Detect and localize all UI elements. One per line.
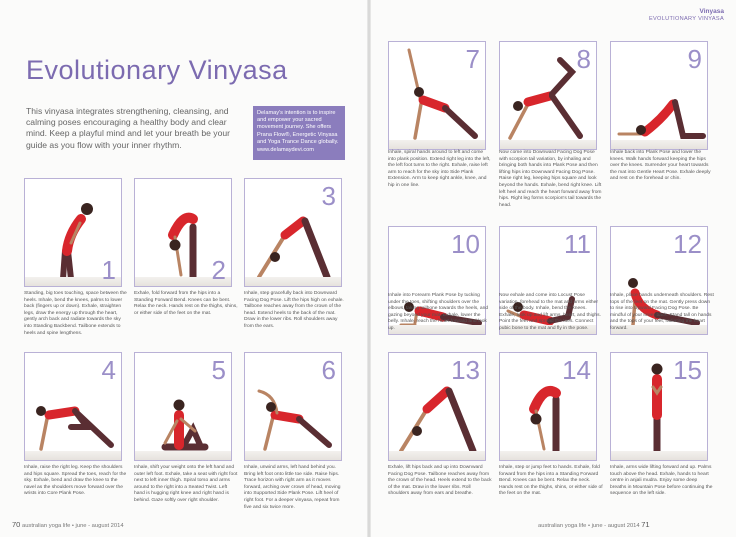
pose-panel-5 (134, 352, 232, 461)
pose-panel-14 (499, 352, 597, 461)
pose-caption-7: Inhale, spiral hands around to left and come into plank position. Extend right leg into the left, the left foot turns to the right. Exhale, raise left arm to reach for the sky into Side Plank Extension. Arm to keep right ankle, knee, and hip in one line. (388, 150, 491, 188)
pose-caption-13: Exhale, lift hips back and up into Downward Facing Dog Pose. Tailbone reaches away from the crown of the head. Heels extend to the back of the mat. Draw in the lower ribs. Roll shoulders away from ears and breathe. (388, 465, 492, 497)
pose-panel-4 (24, 352, 122, 461)
mat-floor (245, 277, 342, 286)
section-sublabel: EVOLUTIONARY VINYASA (648, 16, 724, 22)
mat-floor (135, 451, 232, 460)
pose-caption-6: Inhale, unwind arms, left hand behind you. Bring left foot onto little toe side. Raise hips. Trace horizon with right arm as it moves forward, arching over crown of head, moving into Supported Side Plank Pose. Lift heel of right foot. For a deeper vinyasa, repeat from five and six twice more. (244, 465, 341, 510)
mat-floor (500, 451, 597, 460)
pose-panel-8 (499, 41, 597, 150)
pose-panel-3 (244, 178, 342, 287)
pose-caption-10: Inhale into Forearm Plank Pose by tucking under the toes, shifting shoulders over the elbows, taking tailbone towards the heels, and gazing beyond your mat. Exhale, lower the belly. Inhale, reach the heart forward and look up. (388, 293, 489, 331)
pose-number: 7 (465, 44, 480, 74)
pose-number: 12 (673, 229, 702, 259)
pose-caption-15: Inhale, arms wide lifting forward and up. Palms touch above the head. Exhale, hands to heart centre in anjali mudra. Enjoy some deep breaths in Mountain Pose before continuing the sequence on the left side. (610, 465, 713, 497)
pose-panel-2 (134, 178, 232, 287)
page-gutter (367, 0, 371, 537)
mat-floor (611, 140, 708, 149)
pose-panel-13 (388, 352, 486, 461)
mat-floor (389, 140, 486, 149)
article-title: Evolutionary Vinyasa (26, 55, 288, 85)
footer-right (538, 520, 650, 529)
pose-caption-3: Inhale, step gracefully back into Downward Facing Dog Pose. Lift the hips high on exhale. Tailbone reaches away from the crown of the head. Extend heels to the back of the mat. Draw in the lower ribs. Roll shoulders away from the ears. (244, 291, 344, 329)
pose-number: 6 (321, 355, 336, 385)
pose-caption-2: Exhale, fold forward from the hips into a Standing Forward Bend. Knees can be bent. Relax the neck. Hands rest on the thighs, shins, or either side of the feet on the mat. (134, 291, 238, 316)
article-intro: This vinyasa integrates strengthening, cleansing, and calming poses encouraging a healthy body and clear mind. Keep a playful mind and let your breath be your guide as you flow with your inner rhythm. (26, 106, 230, 150)
mat-floor (25, 451, 122, 460)
pose-number: 8 (576, 44, 591, 74)
pose-number: 2 (211, 255, 226, 285)
pose-panel-15 (610, 352, 708, 461)
mat-floor (611, 451, 708, 460)
pose-number: 13 (451, 355, 480, 385)
mat-floor (245, 451, 342, 460)
pose-caption-11: Now exhale and come into Locust Pose variation, forehead to the mat and arms either side of the body. Inhale, bend the knees. Exhale, look up and lift arms, heart, and thighs. Point the feet and spread the toes. Connect pubic bone to the mat and fly in the pose. (499, 293, 601, 331)
pose-caption-4: Inhale, raise the right leg. Keep the shoulders and hips square. Spread the toes, reach for the sky. Exhale, bend and draw the knee to the navel as the shoulders move forward over the wrists into Core Plank Pose. (24, 465, 127, 497)
footer-left-text: australian yoga life • june - august 2014 (21, 523, 124, 529)
section-label: Vinyasa (699, 8, 724, 15)
pose-caption-14: Inhale, step or jump feet to hands. Exhale, fold forward from the hips into a Standing Forward Bend. Knees can be bent. Relax the neck. Hands rest on the thighs, shins, or either side of the feet on the mat. (499, 465, 603, 497)
pose-panel-6 (244, 352, 342, 461)
pose-panel-9 (610, 41, 708, 150)
pose-number: 5 (211, 355, 226, 385)
pose-number: 15 (673, 355, 702, 385)
footer-left (12, 520, 124, 529)
mat-floor (500, 140, 597, 149)
mat-floor (389, 451, 486, 460)
pose-panel-1 (24, 178, 122, 287)
pose-caption-1: Standing, big toes touching, space between the heels. Inhale, bend the knees, palms to lower back (fingers up or down). Exhale, straighten legs, draw the energy up through the heart, gently arch back and radiate towards the sky into Standing Backbend. Tailbone extends to heels and spine lengthens. (24, 291, 127, 336)
author-promo-box (253, 106, 345, 160)
pose-number: 10 (451, 229, 480, 259)
pose-panel-7 (388, 41, 486, 150)
pose-number: 3 (321, 181, 336, 211)
pose-number: 4 (101, 355, 116, 385)
pose-number: 9 (687, 44, 702, 74)
pose-caption-12: Inhale, place hands underneath shoulders. Rest tops of the feet on the mat. Gently press down to rise into Upward Facing Dog Pose. Be mindful of your lower back. Stand tall on hands and the tops of your feet, radiating the heart forward. (610, 293, 714, 331)
pose-caption-5: Inhale, shift your weight onto the left hand and outer left foot. Exhale, take a seat with right foot next to left inner thigh. Spiral torso and arms around to the right into a Seated Twist. Left hand is hugging right knee and right hand is behind. Gaze softly over right shoulder. (134, 465, 238, 503)
promo-text: Delamay's intention is to inspire and empower your sacred movement journey. She offers Prana Flow®, Energetic Vinyasa and Yoga Trance Dance globally. (257, 110, 339, 145)
pose-caption-9: Inhale back into Plank Pose and lower the knees. Walk hands forward keeping the hips over the knees. Surrender your heart towards the mat into Gentle Heart Pose. Exhale deeply and rest on the forehead or chin. (610, 150, 711, 182)
page-number-left: 70 (12, 520, 21, 529)
page-number-right: 71 (641, 520, 650, 529)
pose-caption-8: Now come into Downward Facing Dog Pose with scorpion tail variation, by inhaling and bringing both hands into Plank Pose and then lifting hips into Downward Facing Dog Pose. Raise right leg, keeping hips square and look beyond the hands. Exhale, bend right knee. Lift left heel and reach the heart forward away from hips. Right leg forms scorpion's tail towards the head. (499, 150, 602, 208)
pose-number: 14 (562, 355, 591, 385)
pose-number: 1 (101, 255, 116, 285)
pose-number: 11 (564, 229, 591, 259)
footer-right-text: australian yoga life • june - august 2014 (538, 523, 640, 529)
promo-url[interactable]: www.delamaydevi.com (257, 147, 314, 154)
